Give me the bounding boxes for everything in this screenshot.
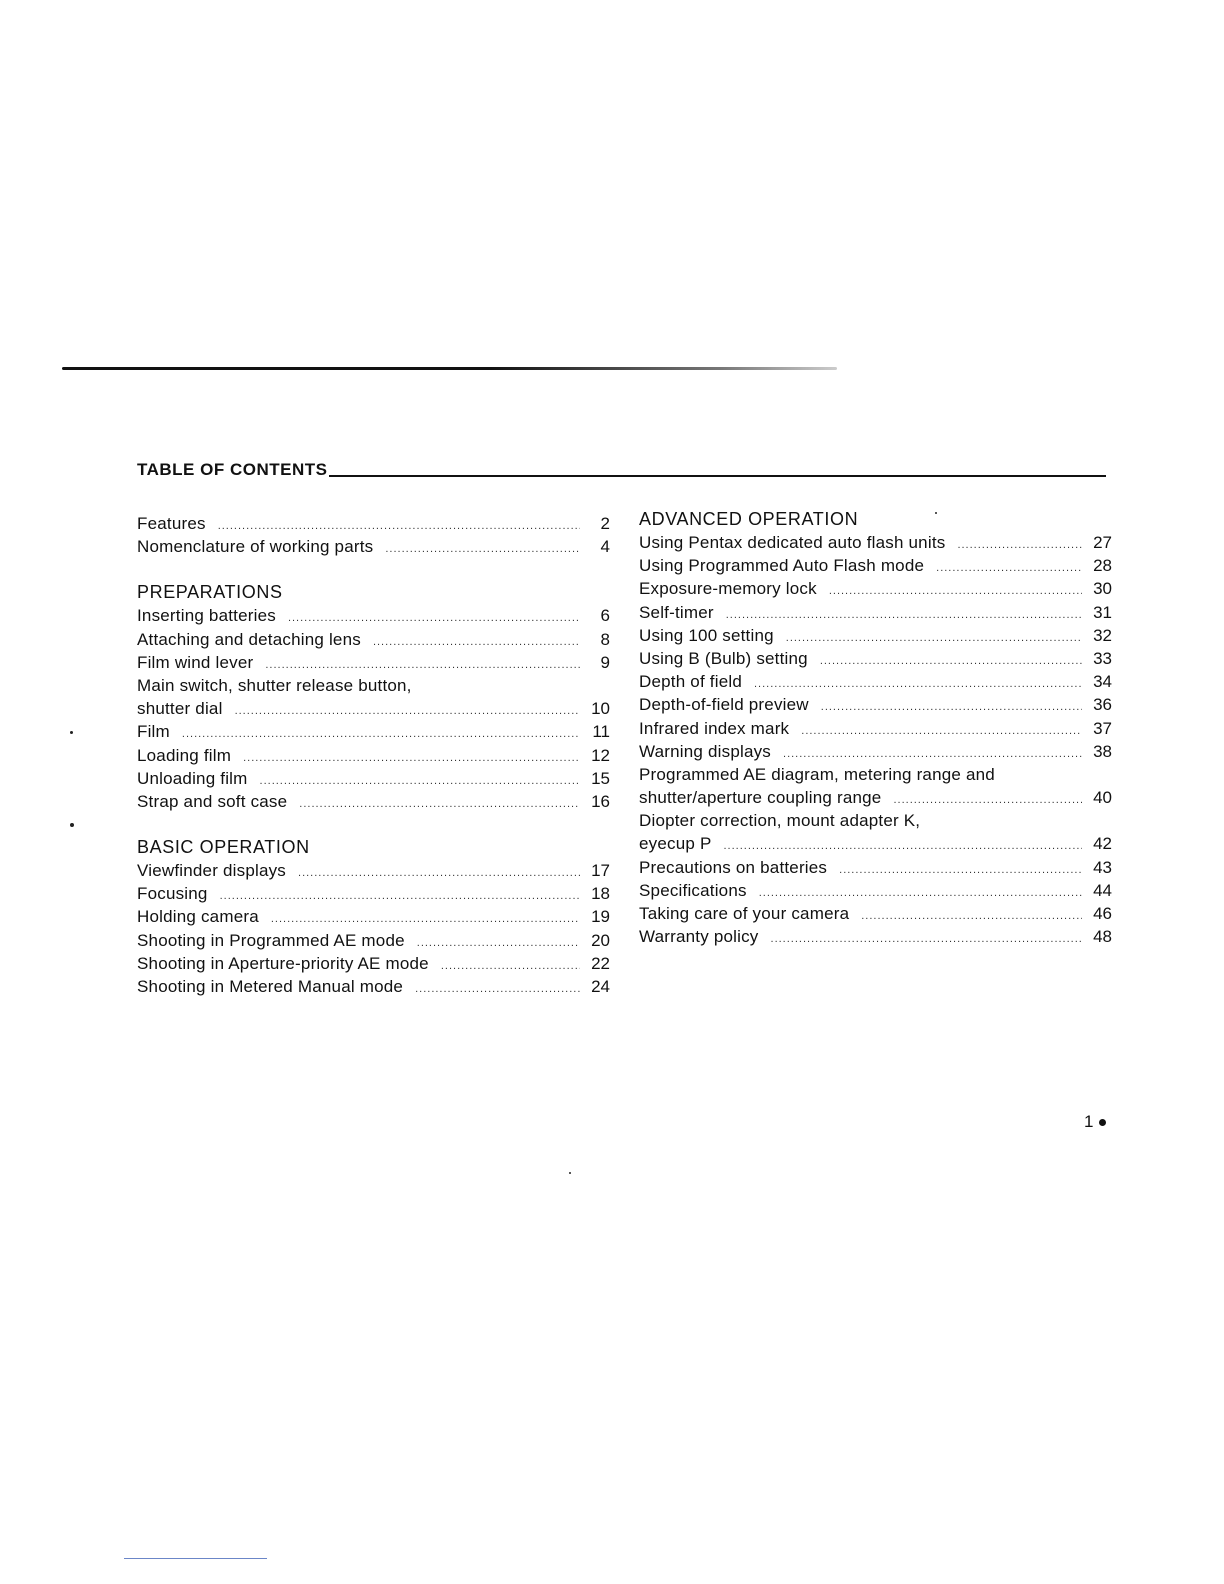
- dot-leader: [839, 859, 1082, 882]
- section-heading: BASIC OPERATION: [137, 837, 310, 858]
- dot-leader: [299, 793, 580, 816]
- toc-page-number: 27: [1093, 533, 1112, 552]
- toc-entry-label: Precautions on batteries: [639, 857, 828, 877]
- toc-entry: [639, 856, 1112, 879]
- toc-page-number: 28: [1093, 556, 1112, 576]
- toc-page-number: 43: [1093, 857, 1112, 877]
- toc-page-number: 31: [1093, 602, 1112, 622]
- toc-page-number: 44: [1093, 880, 1112, 900]
- toc-page-number: 22: [591, 953, 610, 973]
- toc-entry-label: Strap and soft case: [137, 791, 288, 811]
- left-column: [137, 512, 610, 998]
- toc-entry-label: Using Pentax dedicated auto flash units: [639, 533, 946, 552]
- toc-page-number: 16: [591, 791, 610, 811]
- toc-page-number: 18: [591, 884, 610, 904]
- toc-page-number: 33: [1093, 648, 1112, 668]
- toc-entry: [137, 882, 610, 905]
- dot-leader: [235, 700, 580, 723]
- toc-page-number: 36: [1093, 695, 1112, 715]
- toc-entry-label: Shooting in Aperture-priority AE mode: [137, 953, 429, 973]
- section-gap: [137, 813, 610, 836]
- dot-leader: [298, 862, 580, 885]
- toc-entry: [137, 767, 610, 790]
- right-column: [639, 508, 1112, 948]
- toc-entry-label: Focusing: [137, 884, 208, 904]
- toc-page-number: 12: [591, 745, 610, 765]
- toc-entry: [137, 512, 610, 535]
- toc-entry: [639, 925, 1112, 948]
- toc-page-number: 8: [600, 629, 610, 649]
- toc-entry: [639, 693, 1112, 716]
- toc-entry-label: shutter dial: [137, 699, 223, 719]
- dot-leader: [385, 538, 580, 561]
- toc-entry-label: Viewfinder displays: [137, 861, 287, 881]
- toc-entry-label: Shooting in Metered Manual mode: [137, 977, 404, 996]
- toc-page-number: 15: [591, 768, 610, 788]
- scan-speck: [569, 1172, 571, 1174]
- toc-entry-label: Infrared index mark: [639, 718, 790, 738]
- toc-entry-label: Specifications: [639, 880, 747, 900]
- toc-page-number: 38: [1093, 741, 1112, 761]
- dot-leader: [861, 905, 1082, 928]
- bottom-rule: [124, 1558, 267, 1559]
- bullet-dot-icon: [1099, 1119, 1106, 1126]
- toc-entry-label: Unloading film: [137, 768, 248, 788]
- toc-entry-label: Depth-of-field preview: [639, 695, 809, 715]
- toc-page-number: 20: [591, 930, 610, 950]
- toc-entry: [639, 902, 1112, 925]
- toc-entry: [137, 952, 610, 975]
- toc-entry: [639, 670, 1112, 693]
- toc-entry: [639, 786, 1112, 809]
- toc-entry-label: Using 100 setting: [639, 625, 774, 645]
- toc-entry-label: Inserting batteries: [137, 606, 276, 626]
- dot-leader: [441, 955, 580, 978]
- toc-entry: [639, 577, 1112, 600]
- toc-entry-label: Film wind lever: [137, 652, 254, 672]
- toc-entry: [137, 604, 610, 627]
- toc-entry: [639, 531, 1112, 554]
- toc-page-number: 30: [1093, 579, 1112, 599]
- dot-leader: [373, 631, 580, 654]
- section-gap: [137, 558, 610, 581]
- toc-entry: [137, 859, 610, 882]
- toc-entry: [639, 647, 1112, 670]
- toc-page-number: 32: [1093, 625, 1112, 645]
- page-number-text: 1: [1084, 1112, 1094, 1131]
- toc-page-number: 34: [1093, 672, 1112, 692]
- page-number: [1084, 1112, 1106, 1132]
- toc-entry-label: eyecup P: [639, 834, 712, 854]
- toc-entry: [639, 740, 1112, 763]
- toc-entry: [137, 790, 610, 813]
- dot-leader: [182, 723, 580, 746]
- toc-entry-label: Nomenclature of working parts: [137, 537, 374, 557]
- toc-page-number: 10: [591, 699, 610, 719]
- toc-entry-label: Attaching and detaching lens: [137, 629, 361, 649]
- toc-entry-label: Using Programmed Auto Flash mode: [639, 556, 925, 576]
- scan-speck: [935, 512, 937, 514]
- dot-leader: [820, 650, 1082, 673]
- title-underline: [329, 475, 1106, 477]
- toc-entry: [639, 624, 1112, 647]
- toc-entry-label-line: Programmed AE diagram, metering range and: [639, 764, 995, 784]
- toc-entry-label-line: Main switch, shutter release button,: [137, 675, 412, 695]
- toc-page-number: 2: [600, 514, 610, 533]
- dot-leader: [726, 604, 1082, 627]
- toc-page-number: 40: [1093, 788, 1112, 808]
- toc-entry-label: Exposure-memory lock: [639, 579, 817, 599]
- toc-entry: [137, 535, 610, 558]
- toc-entry-label: Loading film: [137, 745, 232, 765]
- toc-page-number: 48: [1093, 927, 1112, 947]
- toc-entry: [639, 832, 1112, 855]
- toc-entry-label: Features: [137, 514, 206, 533]
- toc-page-number: 24: [591, 977, 610, 996]
- dot-leader: [771, 928, 1082, 951]
- toc-page-number: 37: [1093, 718, 1112, 738]
- toc-entry-label: Warning displays: [639, 741, 772, 761]
- dot-leader: [957, 534, 1082, 557]
- toc-entry: [137, 651, 610, 674]
- toc-entry-label: Taking care of your camera: [639, 904, 850, 923]
- toc-entry-label-line: Diopter correction, mount adapter K,: [639, 811, 921, 831]
- toc-entry: [137, 929, 610, 952]
- toc-entry: [137, 697, 610, 720]
- toc-entry: [137, 905, 610, 928]
- toc-entry-label: Film: [137, 722, 170, 742]
- top-rule: [62, 367, 837, 370]
- toc-page-number: 19: [591, 907, 610, 927]
- toc-entry: [137, 744, 610, 767]
- section-heading: ADVANCED OPERATION: [639, 509, 859, 529]
- dot-leader: [415, 978, 580, 1001]
- toc-page-number: 9: [600, 652, 610, 672]
- dot-leader: [821, 696, 1082, 719]
- toc-entry-label: Holding camera: [137, 907, 259, 927]
- dot-leader: [786, 627, 1082, 650]
- toc-entry: [639, 717, 1112, 740]
- page-title: TABLE OF CONTENTS: [137, 460, 328, 479]
- toc-page-number: 11: [592, 722, 610, 742]
- toc-page-number: 42: [1093, 834, 1112, 854]
- dot-leader: [417, 932, 580, 955]
- scan-speck: [70, 823, 74, 827]
- toc-page-number: 4: [600, 537, 610, 557]
- toc-entry-label: Warranty policy: [639, 927, 759, 947]
- toc-page-number: 46: [1093, 904, 1112, 923]
- dot-leader: [936, 557, 1082, 580]
- dot-leader: [801, 720, 1082, 743]
- toc-entry-label: Self-timer: [639, 602, 714, 622]
- section-heading: PREPARATIONS: [137, 582, 283, 603]
- toc-entry: [639, 601, 1112, 624]
- toc-page-number: 17: [591, 861, 610, 881]
- toc-entry-label: Using B (Bulb) setting: [639, 648, 808, 668]
- toc-entry: [137, 975, 610, 998]
- dot-leader: [829, 580, 1082, 603]
- scan-speck: [70, 731, 73, 734]
- toc-entry: [639, 554, 1112, 577]
- toc-header: [137, 455, 1106, 479]
- dot-leader: [220, 885, 580, 908]
- dot-leader: [243, 747, 580, 770]
- toc-entry-label: shutter/aperture coupling range: [639, 788, 882, 808]
- toc-page-number: 6: [600, 606, 610, 626]
- dot-leader: [893, 789, 1082, 812]
- toc-entry: [639, 879, 1112, 902]
- toc-entry-label: Shooting in Programmed AE mode: [137, 930, 405, 950]
- toc-entry: [137, 720, 610, 743]
- dot-leader: [260, 770, 580, 793]
- toc-entry: [137, 628, 610, 651]
- toc-entry-label: Depth of field: [639, 672, 742, 692]
